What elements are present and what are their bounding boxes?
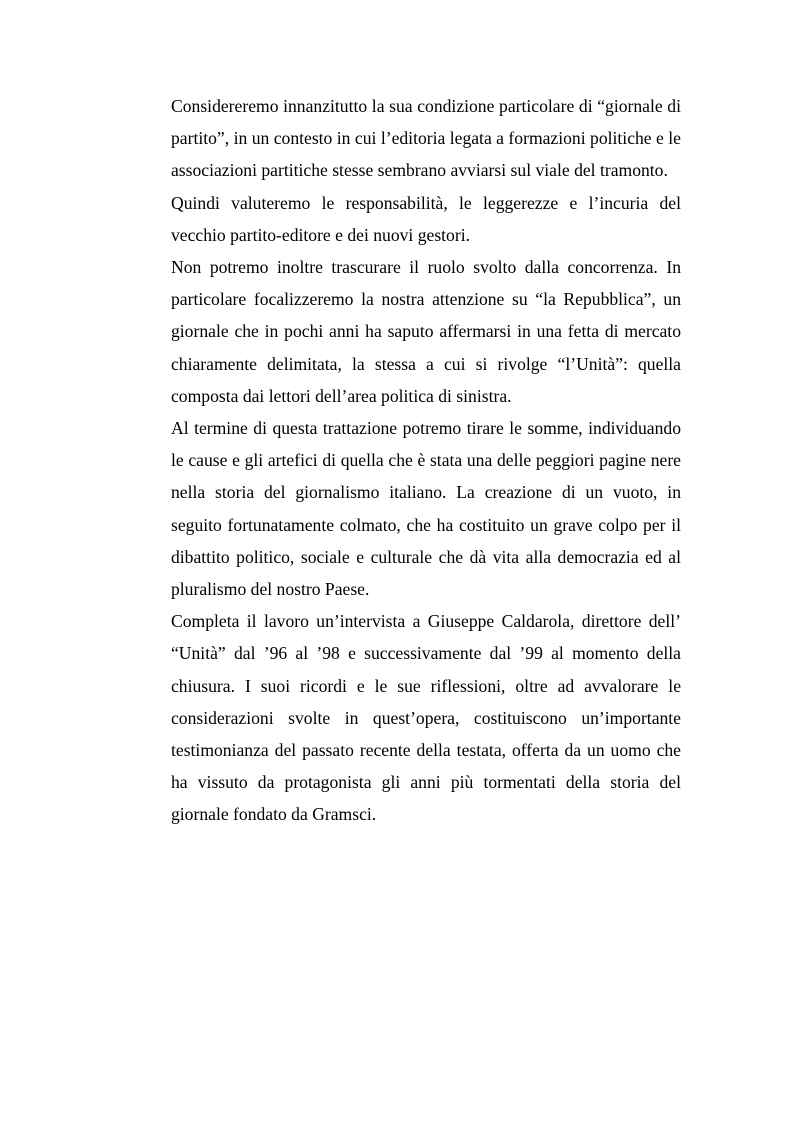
paragraph-competition: Non potremo inoltre trascurare il ruolo svolto dalla concorrenza. In particolare focalizzeremo la nostra attenzione su “la Repubblica”, un giornale che in pochi anni ha saputo affermarsi in una fetta di mercato chiaramente delimitata, la stessa a cui si rivolge “l’Unità”: quella composta dai lettori dell’area politica di sinistra. <box>171 257 681 406</box>
paragraph-intro-party-newspaper: Considereremo innanzitutto la sua condizione particolare di “giornale di partito”, in un contesto in cui l’editoria legata a formazioni politiche e le associazioni partitiche stesse sembrano avviarsi sul viale del tramonto. <box>171 96 681 181</box>
paragraph-responsibilities: Quindi valuteremo le responsabilità, le leggerezze e l’incuria del vecchio partito-editore e dei nuovi gestori. <box>171 192 681 245</box>
body-text <box>171 90 681 831</box>
paragraph-interview: Completa il lavoro un’intervista a Giuseppe Caldarola, direttore dell’ “Unità” dal ’96 al ’98 e successivamente dal ’99 al momento della chiusura. I suoi ricordi e le sue riflessioni, oltre ad avvalorare le considerazioni svolte in quest’opera, costituiscono un’importante testimonianza del passato recente della testata, offerta da un uomo che ha vissuto da protagonista gli anni più tormentati della storia del giornale fondato da Gramsci. <box>171 611 681 825</box>
paragraph-conclusions: Al termine di questa trattazione potremo tirare le somme, individuando le cause e gli artefici di quella che è stata una delle peggiori pagine nere nella storia del giornalismo italiano. La creazione di un vuoto, in seguito fortunatamente colmato, che ha costituito un grave colpo per il dibattito politico, sociale e culturale che dà vita alla democrazia ed al pluralismo del nostro Paese. <box>171 418 681 600</box>
